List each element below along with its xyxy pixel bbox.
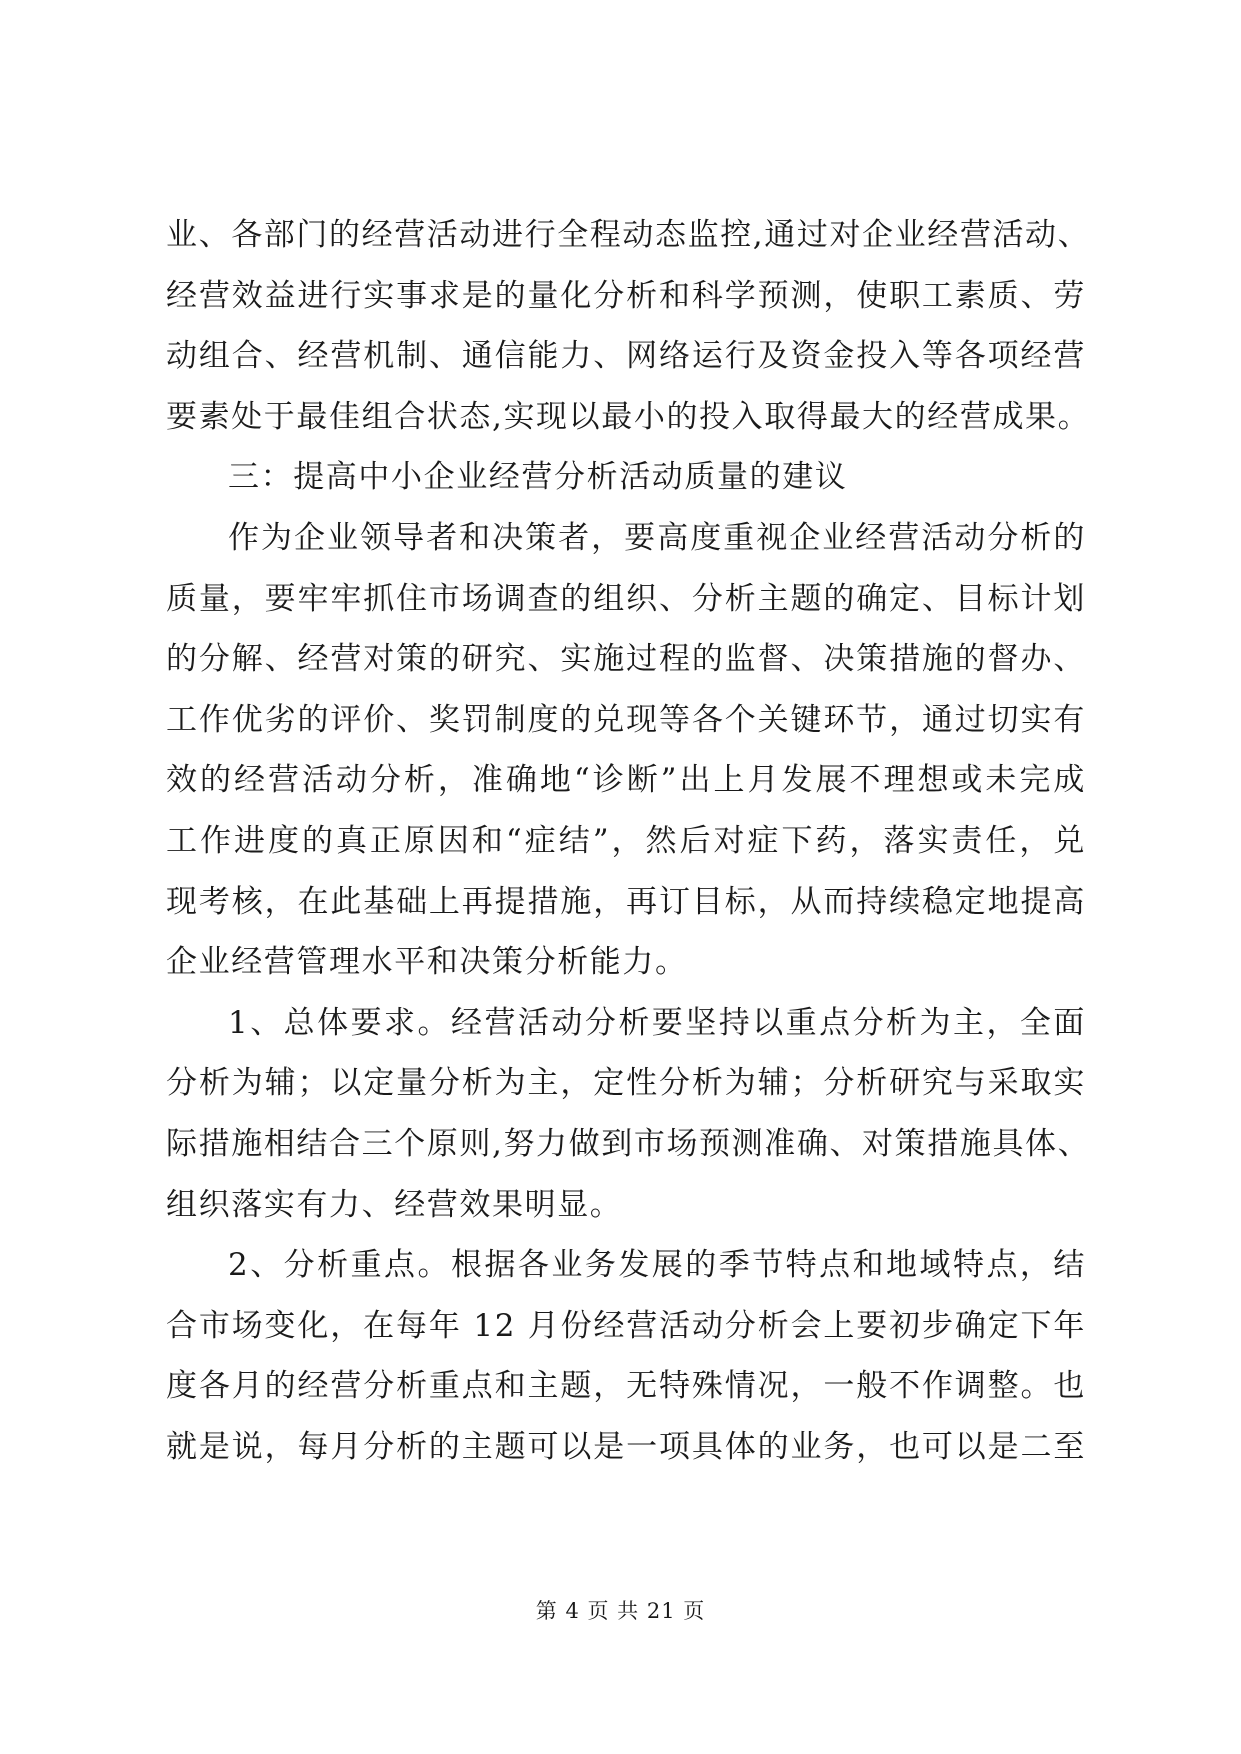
text-line: 效的经营活动分析，准确地“诊断”出上月发展不理想或未完成	[166, 762, 1086, 799]
page-footer	[0, 1597, 1241, 1625]
text-line: 就是说，每月分析的主题可以是一项具体的业务，也可以是二至	[166, 1428, 1086, 1465]
text-line: 1、总体要求。经营活动分析要坚持以重点分析为主，全面	[228, 1004, 1086, 1041]
body-text	[166, 205, 1091, 1477]
text-line: 企业经营管理水平和决策分析能力。	[166, 944, 688, 981]
section-heading: 三：提高中小企业经营分析活动质量的建议	[228, 459, 848, 496]
text-line: 工作进度的真正原因和“症结”，然后对症下药，落实责任，兑	[166, 822, 1086, 859]
text-line: 际措施相结合三个原则,努力做到市场预测准确、对策措施具体、	[166, 1125, 1091, 1162]
text-line: 现考核，在此基础上再提措施，再订目标，从而持续稳定地提高	[166, 883, 1086, 920]
text-line: 工作优劣的评价、奖罚制度的兑现等各个关键环节，通过切实有	[166, 701, 1086, 738]
text-line: 分析为辅；以定量分析为主，定性分析为辅；分析研究与采取实	[166, 1065, 1086, 1102]
text-line: 度各月的经营分析重点和主题，无特殊情况，一般不作调整。也	[166, 1368, 1086, 1405]
text-line: 要素处于最佳组合状态,实现以最小的投入取得最大的经营成果。	[166, 398, 1091, 435]
text-line: 动组合、经营机制、通信能力、网络运行及资金投入等各项经营	[166, 338, 1086, 375]
text-line: 业、各部门的经营活动进行全程动态监控,通过对企业经营活动、	[166, 217, 1091, 253]
text-line: 合市场变化，在每年 12 月份经营活动分析会上要初步确定下年	[166, 1307, 1086, 1344]
text-line: 组织落实有力、经营效果明显。	[166, 1186, 623, 1223]
text-line: 作为企业领导者和决策者，要高度重视企业经营活动分析的	[228, 519, 1086, 556]
text-line: 经营效益进行实事求是的量化分析和科学预测，使职工素质、劳	[166, 277, 1086, 314]
page-number: 第 4 页 共 21 页	[535, 1599, 706, 1623]
text-line: 2、分析重点。根据各业务发展的季节特点和地域特点，结	[228, 1247, 1086, 1284]
text-line: 的分解、经营对策的研究、实施过程的监督、决策措施的督办、	[166, 641, 1086, 678]
text-line: 质量，要牢牢抓住市场调查的组织、分析主题的确定、目标计划	[166, 580, 1086, 617]
